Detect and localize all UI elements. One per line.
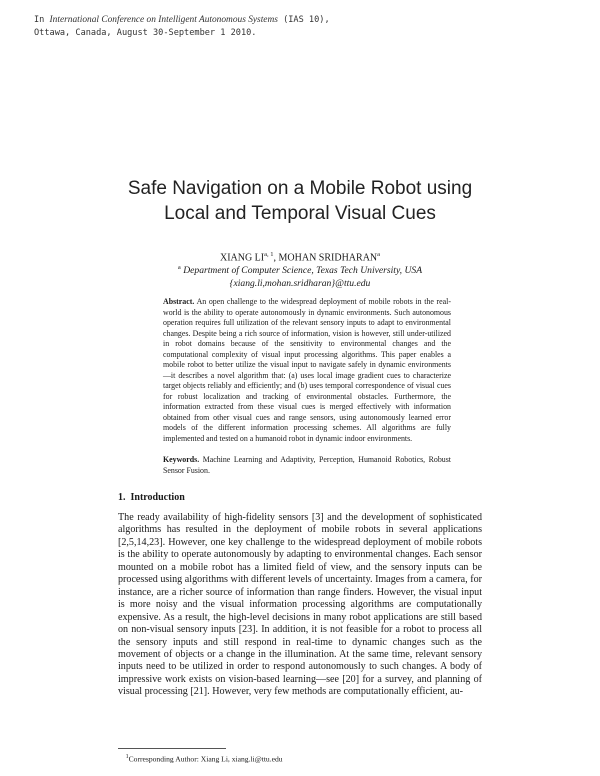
abstract [163,297,451,444]
department-text: Department of Computer Science, Texas Tech University, USA [183,265,423,277]
footnote [118,752,283,765]
affiliation [0,261,600,290]
title-line-1: Safe Navigation on a Mobile Robot using [127,178,473,199]
header-location-date: Ottawa, Canada, August 30-September 1 2010. [34,27,257,38]
abstract-label: Abstract. [163,297,195,306]
keywords-label: Keywords. [163,455,200,464]
paper-title [0,176,600,226]
keywords [163,455,451,476]
section-number: 1. [118,492,126,503]
conference-name: International Conference on Intelligent Autonomous Systems [49,15,278,25]
keywords-text: Machine Learning and Adaptivity, Perception, Humanoid Robotics, Robust Sensor Fusion. [163,455,451,475]
section-title: Introduction [130,492,185,503]
footnote-text: Corresponding Author: Xiang Li, xiang.li@ttu.edu [128,754,283,764]
title-line-2: Local and Temporal Visual Cues [164,203,436,224]
affiliation-department [0,261,600,277]
conference-header [34,14,330,39]
header-suffix: (IAS 10), [277,15,330,25]
abstract-text: An open challenge to the widespread deployment of mobile robots in the real-world is the ability to operate autonomously in dynamic environments. Such autonomous operation requires full utilization of the relevant sensory inputs to adapt to environmental changes. Despite being a rich source of information, vision is however, still under-utilized in robot domains because of the sensitivity to environmental changes and the computational complexity of visual input processing algorithms. This paper enables a mobile robot to better utilize the visual input to navigate safely in dynamic environments—it describes a novel algorithm that: (a) uses local image gradient cues to characterize target objects reliably and efficiently; and (b) uses temporal correspondence of visual cues for robust localization and tracking of environmental obstacles. Furthermore, the information extracted from these visual cues is merged effectively with information obtained from other visual cues and range sensors, using autonomously learned error models of the different information processing schemes. All algorithms are fully implemented and tested on a humanoid robot in dynamic indoor environments. [163,297,451,443]
author-affiliation-mark: a [377,251,381,258]
footnote-divider [118,748,226,749]
affiliation-mark: a [177,264,181,271]
affiliation-emails: {xiang.li,mohan.sridharan}@ttu.edu [229,278,371,290]
author-separator: , [273,252,279,264]
footnote-mark: 1 [125,754,129,760]
author-name: XIANG LI [219,252,265,264]
author-affiliation-mark: a, 1 [264,251,274,258]
body-paragraph: The ready availability of high-fidelity sensors [3] and the development of sophisticated algorithms has resulted in the deployment of mobile robots in several applications [2,5,14,23]. However, one key challenge to the widespread deployment of mobile robots is the ability to operate autonomously by adapting to environmental changes. Each sensor mounted on a mobile robot has a limited field of view, and the sensory inputs can be processed using algorithms with different levels of uncertainty. Images from a camera, for instance, are a richer source of information than range finders. However, the visual input is more noisy and the visual information processing algorithms are computationally expensive. As a result, the high-level decisions in many robot applications are still based on non-visual sensory inputs [23]. In addition, it is not feasible for a robot to process all the sensory inputs and still respond in real-time to dynamic changes such as the movement of objects or a change in the illumination. At the same time, relevant sensory inputs need to be utilized in order to respond autonomously to such changes. A body of impressive work exists on vision-based learning—see [20] for a survey, and planning of visual processing [21]. However, very few methods are computationally efficient, au- [118,512,482,698]
header-prefix: In [34,15,50,25]
author-name: MOHAN SRIDHARAN [278,252,378,264]
section-heading [118,491,185,504]
